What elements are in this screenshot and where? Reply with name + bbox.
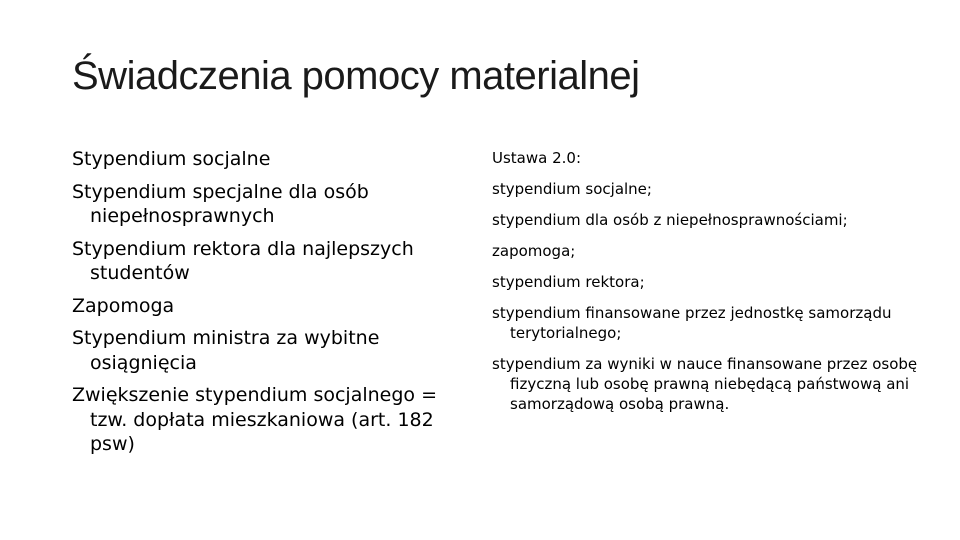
list-item: Stypendium rektora dla najlepszych studentów	[72, 237, 414, 284]
list-item: Zapomoga	[72, 294, 175, 317]
list-item: stypendium za wyniki w nauce finansowane przez osobę fizyczną lub osobę prawną niebędącą państwową ani samorządową osobą prawną.	[492, 355, 918, 413]
list-item: stypendium rektora;	[492, 273, 645, 291]
list-item: Ustawa 2.0:	[492, 149, 582, 167]
slide-title: Świadczenia pomocy materialnej	[72, 54, 640, 98]
list-item: stypendium dla osób z niepełnosprawnościami;	[492, 211, 848, 229]
list-item: stypendium finansowane przez jednostkę samorządu terytorialnego;	[492, 304, 892, 342]
left-list	[72, 147, 462, 465]
list-item: stypendium socjalne;	[492, 180, 652, 198]
list-item: Zwiększenie stypendium socjalnego = tzw. dopłata mieszkaniowa (art. 182 psw)	[72, 384, 437, 455]
list-item: zapomoga;	[492, 242, 576, 260]
list-item: Stypendium ministra za wybitne osiągnięcia	[72, 327, 380, 374]
right-list	[492, 148, 922, 425]
list-item: Stypendium socjalne	[72, 148, 271, 170]
list-item: Stypendium specjalne dla osób niepełnosprawnych	[72, 180, 369, 227]
